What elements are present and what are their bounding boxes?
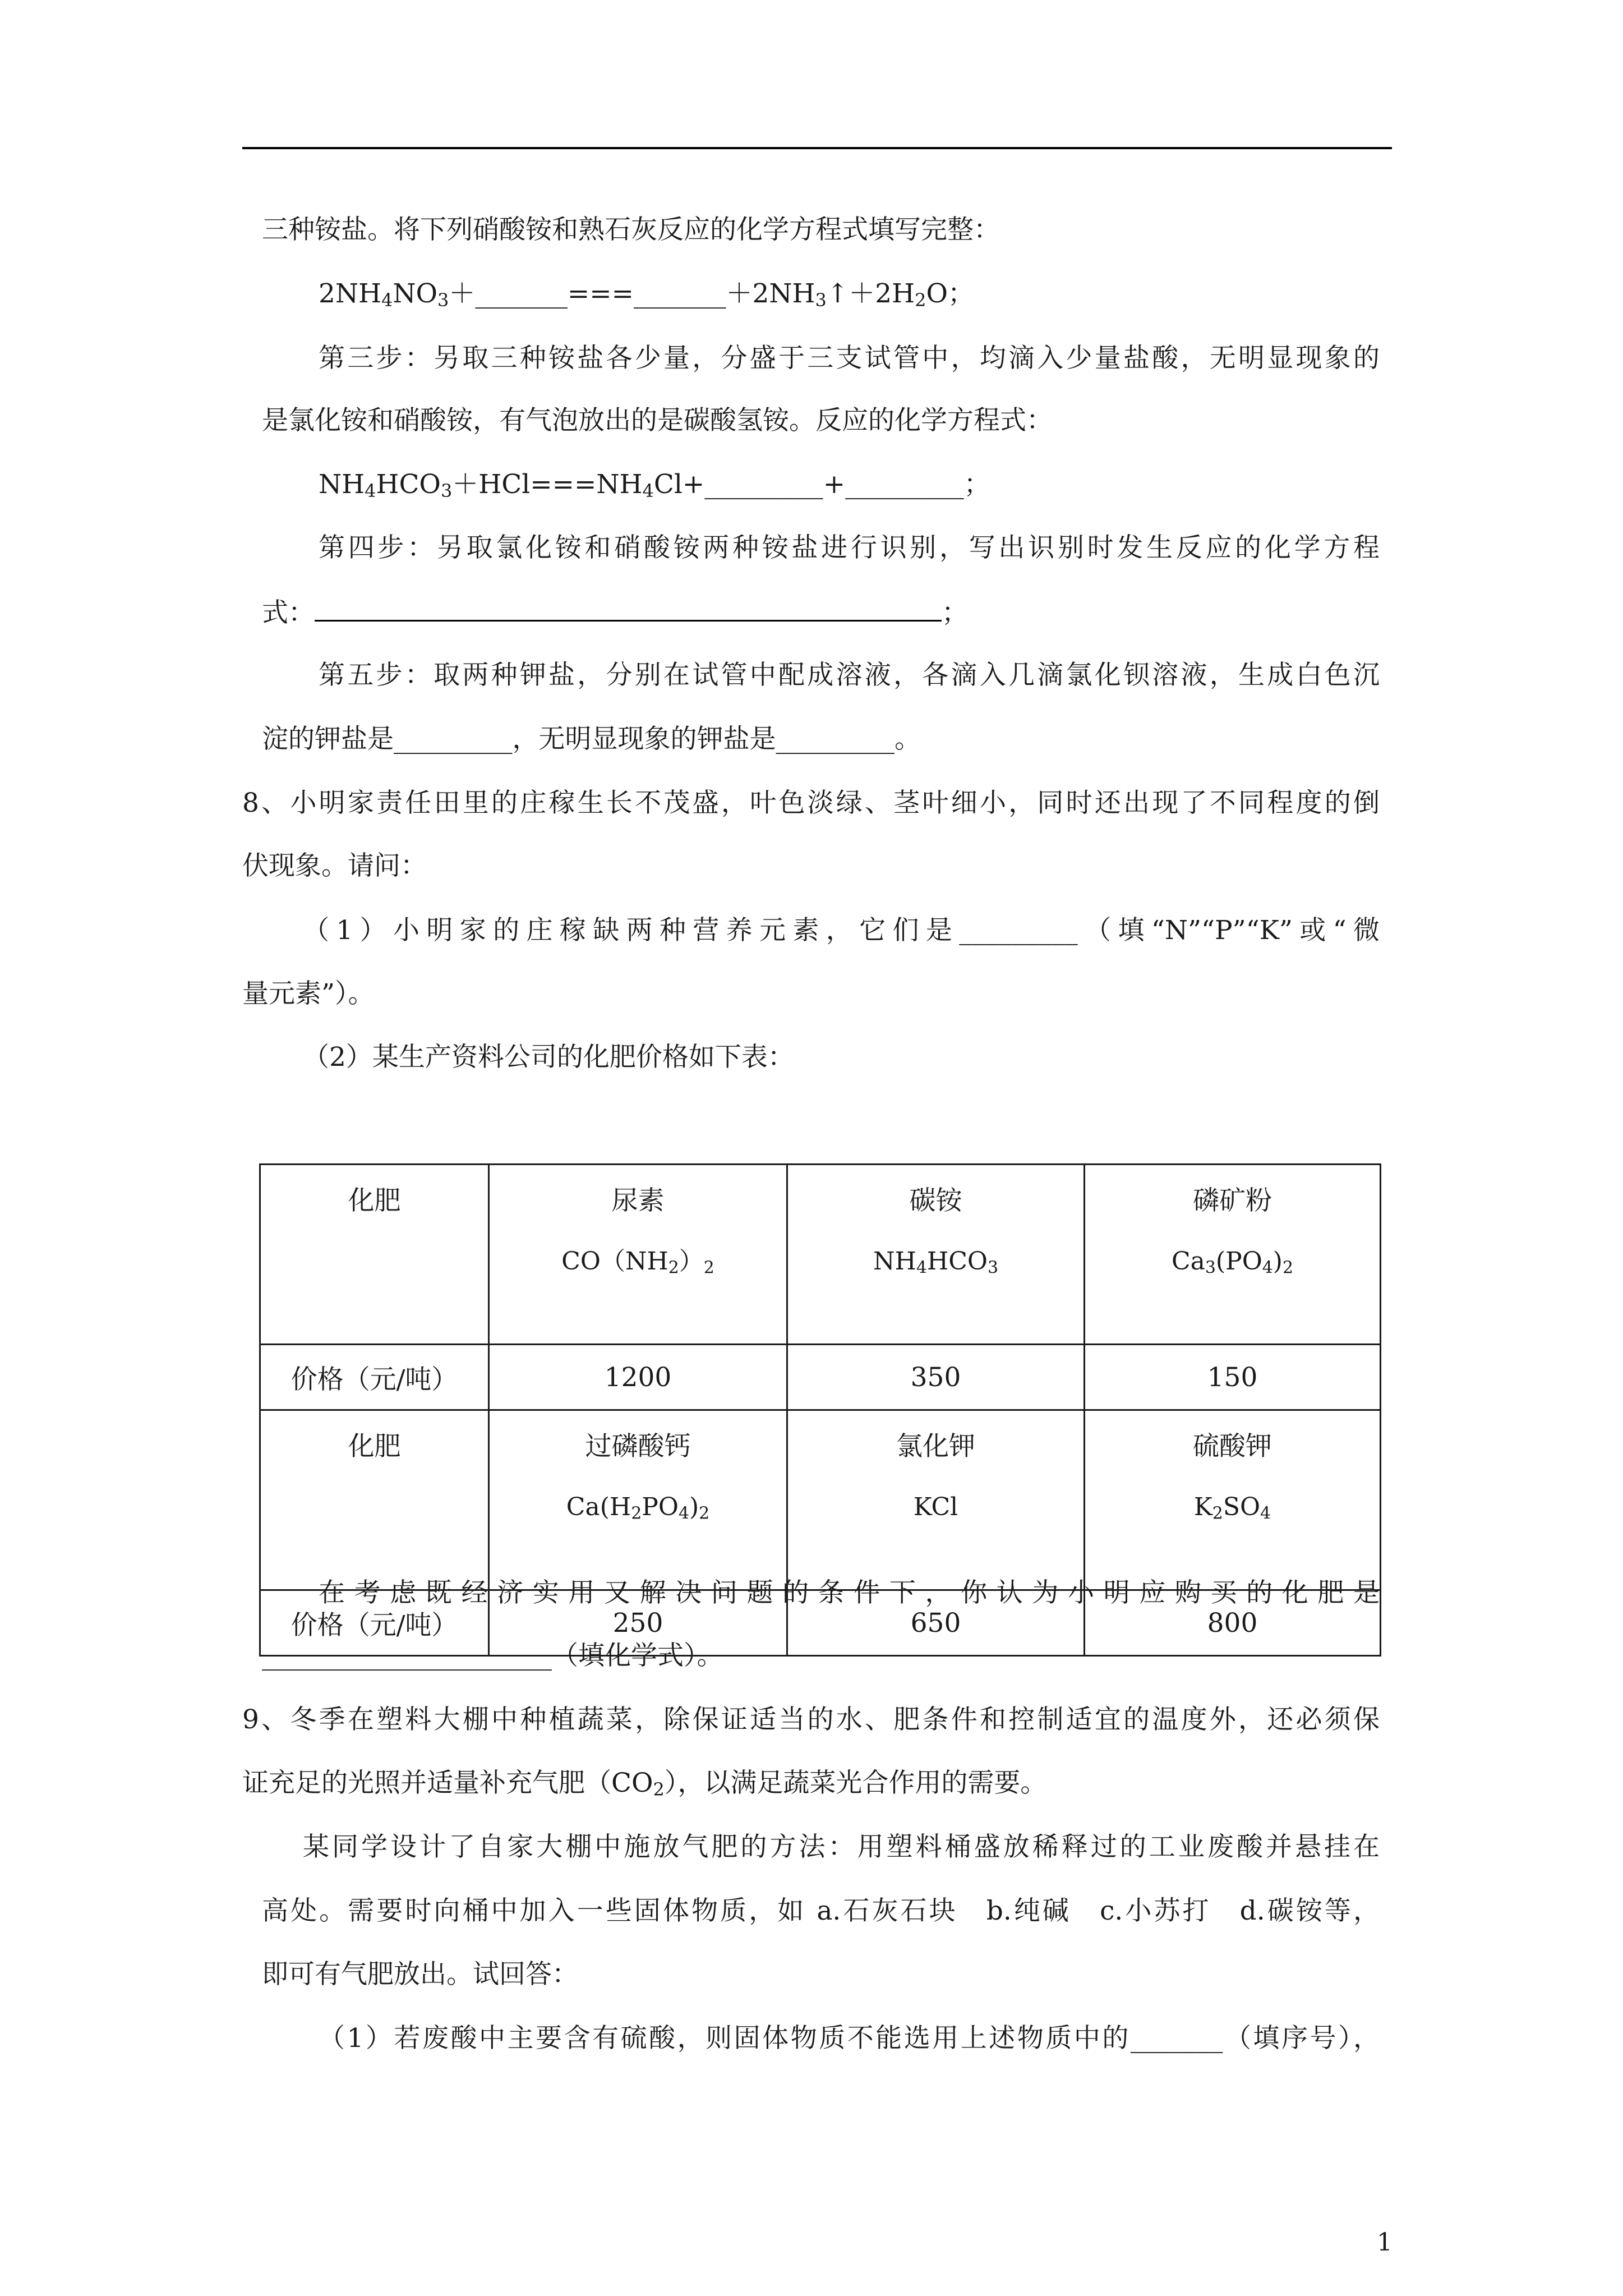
question-9-line5: 即可有气肥放出。试回答： bbox=[262, 1959, 578, 1990]
header-rule bbox=[242, 147, 1392, 149]
page-number: 1 bbox=[1377, 2228, 1393, 2257]
equation-bicarbonate-hcl: $NH_4HCO_3+HCl===NH_4Cl+\_\_\_\_\_\_\_\_\_+\_\_\_\_\_\_\_\_\_$； bbox=[319, 469, 990, 502]
table-cell: 硫酸钾 $K_2SO_4$ bbox=[1085, 1410, 1381, 1590]
step3-line2: 是氯化铵和硝酸铵，有气泡放出的是碳酸氢铵。反应的化学方程式： bbox=[262, 405, 1053, 436]
step3-line1: 第三步：另取三种铵盐各少量，分盛于三支试管中，均滴入少量盐酸，无明显现象的 bbox=[319, 343, 1380, 374]
step5-line2: 淀的钾盐是_________，无明显现象的钾盐是_________。 bbox=[262, 724, 921, 754]
conclusion-line2: ______________________（填化学式）。 bbox=[262, 1640, 723, 1671]
step5-line1: 第五步：取两种钾盐，分别在试管中配成溶液，各滴入几滴氯化钡溶液，生成白色沉 bbox=[319, 660, 1380, 691]
table-row bbox=[260, 1165, 1381, 1345]
table-cell: 价格（元/吨） bbox=[260, 1590, 489, 1656]
question-8-part2: （2）某生产资料公司的化肥价格如下表： bbox=[303, 1042, 794, 1073]
step4-line2: 式： ； bbox=[262, 595, 968, 630]
table-cell: 350 bbox=[787, 1345, 1085, 1410]
question-8-line2: 伏现象。请问： bbox=[242, 850, 427, 881]
table-cell: 磷矿粉 $Ca_3(PO_4)_2$ bbox=[1085, 1165, 1381, 1345]
table-cell: 碳铵 $NH_4HCO_3$ bbox=[787, 1165, 1085, 1345]
table-cell: 800 bbox=[1085, 1590, 1381, 1656]
question-9-line3: 某同学设计了自家大棚中施放气肥的方法：用塑料桶盛放稀释过的工业废酸并悬挂在 bbox=[303, 1832, 1380, 1862]
question-8-part1-line2: 量元素”）。 bbox=[242, 978, 375, 1009]
table-cell: 250 bbox=[489, 1590, 787, 1656]
conclusion-line1: 在考虑既经济实用又解决问题的条件下，你认为小明应购买的化肥是 bbox=[319, 1577, 1380, 1608]
table-cell: 1200 bbox=[489, 1345, 787, 1410]
table-cell: 价格（元/吨） bbox=[260, 1345, 489, 1410]
answer-blank[interactable] bbox=[315, 595, 942, 622]
question-9-line4: 高处。需要时向桶中加入一些固体物质，如 a.石灰石块 b.纯碱 c.小苏打 d.碳铵等， bbox=[262, 1895, 1380, 1926]
question-8-part1-line1: （1）小明家的庄稼缺两种营养元素，它们是_________（填“N”“P”“K”或“微 bbox=[303, 915, 1380, 946]
question-9-part1: （1）若废酸中主要含有硫酸，则固体物质不能选用上述物质中的_______（填序号）， bbox=[319, 2023, 1380, 2054]
text-line: 三种铵盐。将下列硝酸铵和熟石灰反应的化学方程式填写完整： bbox=[262, 214, 1000, 245]
question-9-line1: 9、冬季在塑料大棚中种植蔬菜，除保证适当的水、肥条件和控制适宜的温度外，还必须保 bbox=[242, 1704, 1380, 1735]
equation-nitrate-lime: $2NH_4NO_3+\_\_\_\_\_\_\_===\_\_\_\_\_\_\_+2NH_3↑+2H_2O$； bbox=[319, 278, 975, 311]
step4-line1: 第四步：另取氯化铵和硝酸铵两种铵盐进行识别，写出识别时发生反应的化学方程 bbox=[319, 532, 1380, 563]
table-row bbox=[260, 1345, 1381, 1410]
table-row bbox=[260, 1410, 1381, 1590]
question-9-line2: 证充足的光照并适量补充气肥$(CO_2)$，以满足蔬菜光合作用的需要。 bbox=[242, 1768, 1047, 1801]
question-8-line1: 8、小明家责任田里的庄稼生长不茂盛，叶色淡绿、茎叶细小，同时还出现了不同程度的倒 bbox=[242, 788, 1380, 818]
table-cell: 氯化钾 KCl bbox=[787, 1410, 1085, 1590]
table-cell: 150 bbox=[1085, 1345, 1381, 1410]
table-cell: 过磷酸钙 $Ca(H_2PO_4)_2$ bbox=[489, 1410, 787, 1590]
table-cell: 650 bbox=[787, 1590, 1085, 1656]
table-cell: 尿素 $CO(NH_2)_2$ bbox=[489, 1165, 787, 1345]
table-cell: 化肥 bbox=[260, 1165, 489, 1345]
table-cell: 化肥 bbox=[260, 1410, 489, 1590]
